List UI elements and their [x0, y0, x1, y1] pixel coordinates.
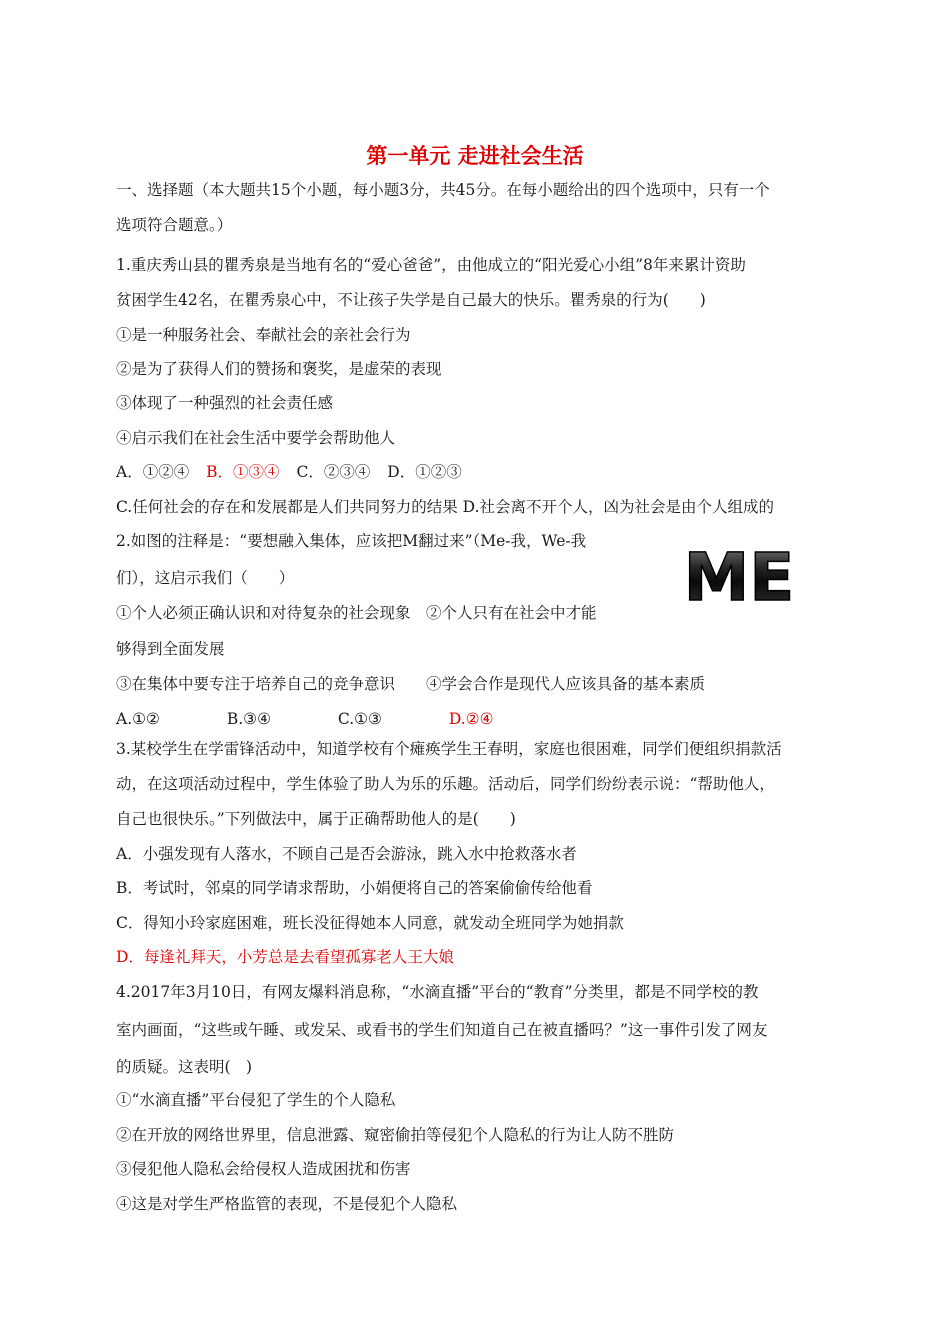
q2-stem-line1: 2.如图的注释是：“要想融入集体，应该把M翻过来”（Me-我，We-我	[116, 532, 587, 550]
q3-stem-line2: 动，在这项活动过程中，学生体验了助人为乐的乐趣。活动后，同学们纷纷表示说：“帮助他人，	[116, 775, 775, 793]
me-figure-svg	[662, 540, 817, 610]
section-header-line1: 一、选择题（本大题共15个小题，每小题3分，共45分。在每小题给出的四个选项中，只有一个	[116, 181, 770, 199]
me-figure-image	[662, 540, 817, 610]
q1-stem-line2: 贫困学生42名，在瞿秀泉心中，不让孩子失学是自己最大的快乐。瞿秀泉的行为( )	[116, 291, 706, 309]
q1-option-b-answer: B．①③④	[206, 463, 280, 481]
q4-stem-line3: 的质疑。这表明( )	[116, 1058, 253, 1076]
q4-item-2: ②在开放的网络世界里，信息泄露、窥密偷拍等侵犯个人隐私的行为让人防不胜防	[116, 1126, 675, 1144]
q2-options	[116, 709, 493, 729]
q2-stem-line2: 们），这启示我们（ ）	[116, 569, 295, 587]
q1-extra-options: C.任何社会的存在和发展都是人们共同努力的结果 D.社会离不开个人，凶为社会是由个人组成的	[116, 498, 774, 516]
q1-stem-line1: 1.重庆秀山县的瞿秀泉是当地有名的“爱心爸爸”，由他成立的“阳光爱心小组”8年来累计资助	[116, 256, 746, 274]
page-title: 第一单元 走进社会生活	[366, 144, 584, 168]
q2-option-c: C.①③	[337, 710, 382, 728]
q4-item-4: ④这是对学生严格监管的表现，不是侵犯个人隐私	[116, 1195, 458, 1213]
q2-option-a: A.①②	[116, 710, 160, 728]
q4-stem-line2: 室内画面，“这些或午睡、或发呆、或看书的学生们知道自己在被直播吗？”这一事件引发了网友	[116, 1021, 768, 1039]
q2-option-b: B.③④	[226, 710, 271, 728]
q1-option-a: A．①②④	[116, 463, 190, 481]
q1-option-d: D．①②③	[387, 463, 462, 481]
q4-item-3: ③侵犯他人隐私会给侵权人造成困扰和伤害	[116, 1160, 411, 1178]
me-figure-text: ME	[683, 540, 795, 610]
q3-option-c: C．得知小玲家庭困难，班长没征得她本人同意，就发动全班同学为她捐款	[116, 914, 624, 932]
q2-item-line2: 够得到全面发展	[116, 640, 225, 658]
q2-option-d-answer: D.②④	[448, 710, 494, 728]
q3-option-a: A．小强发现有人落水，不顾自己是否会游泳，跳入水中抢救落水者	[116, 845, 577, 863]
q3-option-b: B．考试时，邻桌的同学请求帮助，小娟便将自己的答案偷偷传给他看	[116, 879, 593, 897]
q2-item-line3: ③在集体中要专注于培养自己的竞争意识 ④学会合作是现代人应该具备的基本素质	[116, 675, 706, 693]
q1-item-1: ①是一种服务社会、奉献社会的亲社会行为	[116, 326, 411, 344]
q1-option-c: C．②③④	[296, 463, 371, 481]
q4-stem-line1: 4.2017年3月10日，有网友爆料消息称，“水滴直播”平台的“教育”分类里，都是不同学校的教	[116, 983, 759, 1001]
q1-item-3: ③体现了一种强烈的社会责任感	[116, 394, 334, 412]
section-header-line2: 选项符合题意。）	[116, 216, 233, 234]
q2-item-line1: ①个人必须正确认识和对待复杂的社会现象 ②个人只有在社会中才能	[116, 604, 597, 622]
q4-item-1: ①“水滴直播”平台侵犯了学生的个人隐私	[116, 1091, 396, 1109]
q3-stem-line3: 自己也很快乐。”下列做法中，属于正确帮助他人的是( )	[116, 810, 516, 828]
q1-item-2: ②是为了获得人们的赞扬和褒奖，是虚荣的表现	[116, 360, 442, 378]
q1-item-4: ④启示我们在社会生活中要学会帮助他人	[116, 429, 396, 447]
q1-options	[116, 462, 462, 482]
q3-stem-line1: 3.某校学生在学雷锋活动中，知道学校有个瘫痪学生王春明，家庭也很困难，同学们便组织捐款活	[116, 740, 782, 758]
q3-option-d-answer: D．每逢礼拜天，小芳总是去看望孤寡老人王大娘	[116, 948, 454, 966]
